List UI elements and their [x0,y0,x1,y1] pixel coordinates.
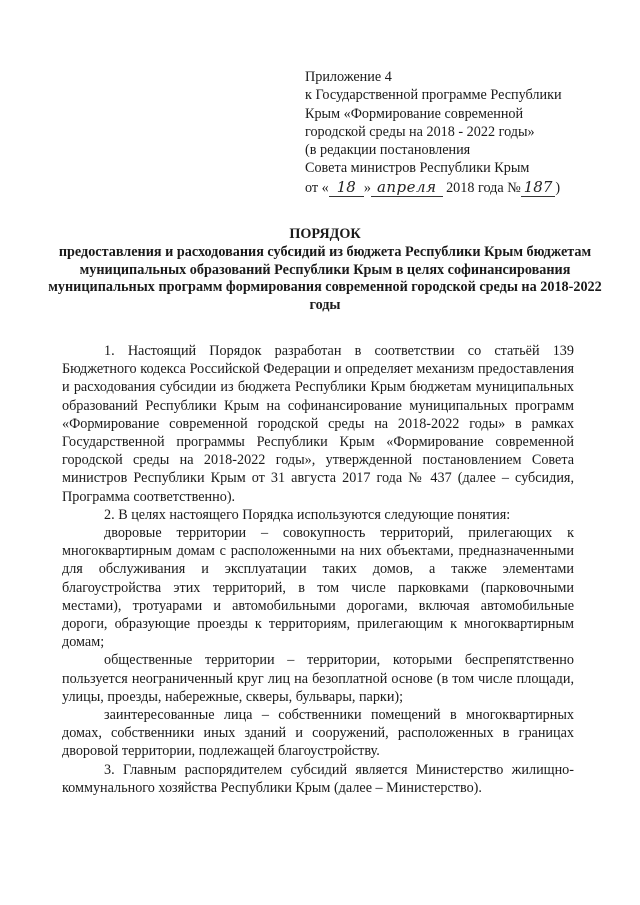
appendix-line: городской среды на 2018 - 2022 годы» [305,123,535,140]
document-subtitle: предоставления и расходования субсидий из бюджета Республики Крым бюджетам муниципальных образований Республики Крым в целях софинансирования муниципальных программ формирования современной городской среды на 2018-2022 годы [48,244,602,313]
handwritten-day: 18 [329,178,364,197]
appendix-line: Крым «Формирование современной [305,105,524,122]
appendix-line: Приложение 4 [305,69,392,85]
paragraph: 2. В целях настоящего Порядка используются следующие понятия: [104,506,511,523]
paragraph: дворовые территории – совокупность территорий, прилегающих к многоквартирным домам с расположенными на них объектами, предназначенными для обслуживания и эксплуатации таких домов, а также элементами благоустройства этих территорий, в том числе парковками (парковочными местами), тротуарами и автомобильными дорогами, включая автомобильные дороги, образующие проезды к территориям, прилегающим к многоквартирным домам; [62,525,574,651]
handwritten-number: 187 [521,178,556,197]
number-suffix: ) [555,179,561,196]
appendix-line: Совета министров Республики Крым [305,160,530,177]
paragraph: 3. Главным распорядителем субсидий является Министерство жилищно-коммунального хозяйства Республики Крым (далее – Министерство). [62,761,574,796]
document-title: ПОРЯДОК [289,226,361,242]
number-prefix: № [507,179,521,196]
handwritten-month: апреля [371,178,443,197]
paragraph: заинтересованные лица – собственники помещений в многоквартирных домах, собственники иных зданий и сооружений, расположенных в границах дворовой территории, подлежащей благоустройству. [62,707,574,760]
appendix-line: (в редакции постановления [305,142,471,159]
date-mid: » [363,179,371,196]
paragraph: общественные территории – территории, которыми беспрепятственно пользуется неограниченный круг лиц на безоплатной основе (в том числе площади, улицы, проезды, набережные, скверы, бульвары, парки); [62,652,574,705]
appendix-line: к Государственной программе Республики [305,87,562,104]
date-year: 2018 года [446,179,504,196]
appendix-header [305,68,605,197]
paragraph: 1. Настоящий Порядок разработан в соответствии со статьёй 139 Бюджетного кодекса Российской Федерации и определяет механизм предоставления и расходования субсидии из бюджета Республики Крым бюджетам муниципальных образований Республики Крым на софинансирование муниципальных программ «Формирование современной городской среды на 2018-2022 годы» в рамках Государственной программы Республики Крым «Формирование современной городской среды на 2018-2022 годы», утвержденной постановлением Совета министров Республики Крым от 31 августа 2017 года № 437 (далее – субсидия, Программа соответственно). [62,343,574,505]
document-body [62,342,574,797]
resolution-date-line [305,178,605,197]
date-prefix: от « [305,179,329,196]
